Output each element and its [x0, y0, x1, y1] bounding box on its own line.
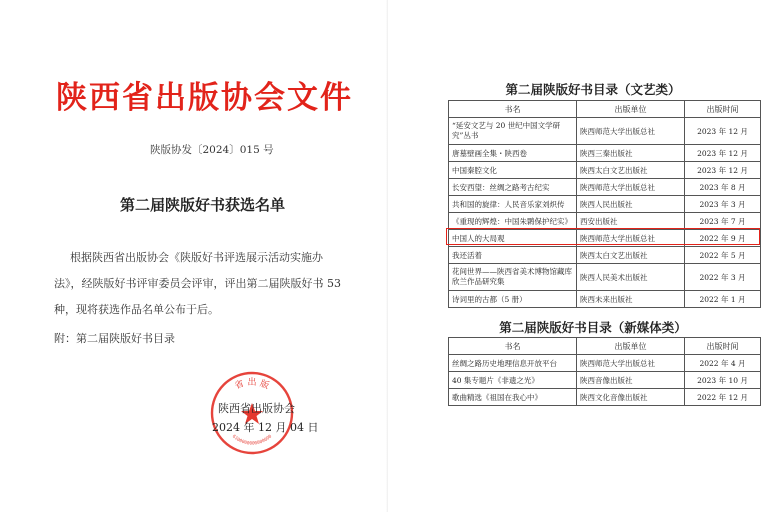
table-row	[449, 372, 761, 389]
document-heading: 陕西省出版协会文件	[56, 80, 353, 116]
table-row	[449, 291, 761, 308]
row-book-title: 唐墓壁画全集・陕西卷	[449, 145, 577, 162]
table-header-row	[449, 101, 761, 118]
table-row	[449, 196, 761, 213]
row-publisher: 陕西太白文艺出版社	[577, 247, 685, 264]
row-book-title: 中国秦腔文化	[449, 162, 577, 179]
table-header-row	[449, 338, 761, 355]
row-publish-date: 2023 年 12 月	[685, 162, 761, 179]
seal-serial: 6100000000000000	[230, 434, 274, 447]
document-body	[54, 245, 354, 323]
table-row-highlighted	[449, 230, 761, 247]
literature-table-title: 第二届陕版好书目录（文艺类）	[505, 82, 681, 97]
table-row	[449, 213, 761, 230]
row-book-title: “延安文艺与 20 世纪中国文学研究”丛书	[449, 118, 577, 145]
header-book-title: 书名	[449, 338, 577, 355]
table-row	[449, 145, 761, 162]
body-line-2: 法》，经陕版好书评审委员会评审，评出第二届陕版好书 53	[54, 277, 341, 290]
attachment-note: 附：第二届陕版好书目录	[54, 332, 175, 345]
row-publish-date: 2022 年 1 月	[685, 291, 761, 308]
svg-text:省 出 版	[233, 376, 271, 392]
row-publisher: 陕西师范大学出版总社	[577, 355, 685, 372]
svg-text:6100000000000000	[231, 433, 273, 446]
row-publish-date: 2022 年 3 月	[685, 264, 761, 291]
new-media-table-title: 第二届陕版好书目录（新媒体类）	[499, 320, 687, 335]
table-row	[449, 247, 761, 264]
row-book-title: 诗词里的古都（5 册）	[449, 291, 577, 308]
row-publish-date: 2022 年 12 月	[685, 389, 761, 406]
row-book-title: 中国人的大局观	[449, 230, 577, 247]
table-row	[449, 264, 761, 291]
table-row	[449, 179, 761, 196]
row-publish-date: 2023 年 3 月	[685, 196, 761, 213]
row-book-title: 我还活着	[449, 247, 577, 264]
row-book-title: 40 集专题片《非遗之光》	[449, 372, 577, 389]
header-publisher: 出版单位	[577, 338, 685, 355]
header-book-title: 书名	[449, 101, 577, 118]
table-row	[449, 162, 761, 179]
row-publish-date: 2023 年 7 月	[685, 213, 761, 230]
row-publish-date: 2022 年 9 月	[685, 230, 761, 247]
table-row	[449, 355, 761, 372]
row-publish-date: 2022 年 5 月	[685, 247, 761, 264]
body-line-1: 根据陕西省出版协会《陕版好书评选展示活动实施办	[70, 251, 323, 264]
header-publish-date: 出版时间	[685, 101, 761, 118]
new-media-catalog-table	[448, 337, 761, 406]
row-book-title: 歌曲精选《祖国在我心中》	[449, 389, 577, 406]
row-book-title: 共和国的旋律：人民音乐家刘炽传	[449, 196, 577, 213]
row-book-title: 丝绸之路历史地理信息开放平台	[449, 355, 577, 372]
document-number: 陕版协发〔2024〕015 号	[150, 144, 274, 156]
row-publish-date: 2023 年 10 月	[685, 372, 761, 389]
row-publish-date: 2022 年 4 月	[685, 355, 761, 372]
row-publisher: 陕西三秦出版社	[577, 145, 685, 162]
row-publisher: 西安出版社	[577, 213, 685, 230]
seal-text-top: 省 出 版	[233, 378, 271, 392]
signature-date: 2024 年 12 月 04 日	[212, 421, 319, 434]
signature-organization: 陕西省出版协会	[218, 402, 295, 415]
row-publisher: 陕西未来出版社	[577, 291, 685, 308]
row-publisher: 陕西师范大学出版总社	[577, 179, 685, 196]
body-line-3: 种，现将获选作品名单公布于后。	[54, 303, 219, 316]
row-publish-date: 2023 年 12 月	[685, 145, 761, 162]
row-book-title: 长安西望：丝绸之路考古纪实	[449, 179, 577, 196]
document-title: 第二届陕版好书获选名单	[120, 196, 286, 214]
row-publisher: 陕西师范大学出版总社	[577, 118, 685, 145]
row-book-title: 花间世界——陕西省美术博物馆藏库欣兰作品研究集	[449, 264, 577, 291]
row-publish-date: 2023 年 8 月	[685, 179, 761, 196]
right-document-page	[388, 0, 776, 512]
table-row	[449, 118, 761, 145]
row-publisher: 陕西太白文艺出版社	[577, 162, 685, 179]
row-publisher: 陕西人民出版社	[577, 196, 685, 213]
row-publisher: 陕西人民美术出版社	[577, 264, 685, 291]
row-publisher: 陕西师范大学出版总社	[577, 230, 685, 247]
row-publisher: 陕西音像出版社	[577, 372, 685, 389]
table-row	[449, 389, 761, 406]
row-publish-date: 2023 年 12 月	[685, 118, 761, 145]
header-publish-date: 出版时间	[685, 338, 761, 355]
header-publisher: 出版单位	[577, 101, 685, 118]
row-book-title: 《重现的辉煌：中国朱鹮保护纪实》	[449, 213, 577, 230]
row-publisher: 陕西文化音像出版社	[577, 389, 685, 406]
literature-catalog-table	[448, 100, 761, 308]
